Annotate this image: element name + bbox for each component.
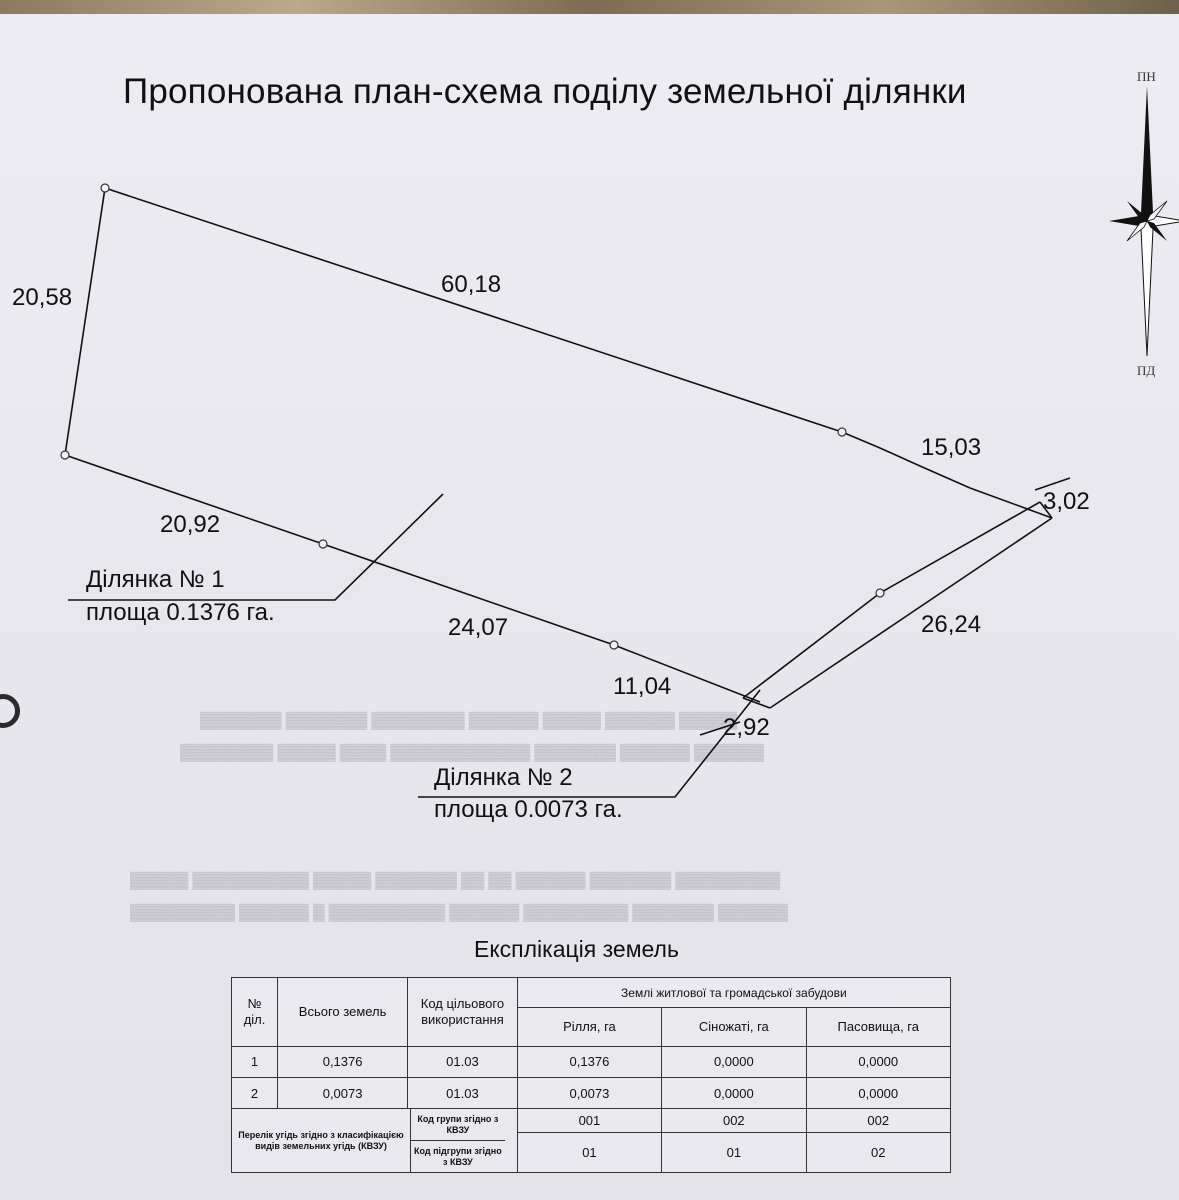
cell-code: 01.03 bbox=[408, 1078, 518, 1109]
footer-group-label: Код групи згідно з КВЗУ bbox=[411, 1109, 505, 1141]
vertex-marker bbox=[610, 641, 618, 649]
cell-num: 1 bbox=[232, 1046, 278, 1077]
cell-arable: 0,0073 bbox=[517, 1078, 661, 1109]
explication-table bbox=[231, 977, 951, 1173]
footer-list-text: Перелік угідь згідно з класифікацією видів земельних угідь (КВЗУ) bbox=[232, 1109, 411, 1172]
segment-label: 24,07 bbox=[448, 614, 509, 641]
segment-label: 3,02 bbox=[1043, 488, 1090, 515]
compass-south-label: ПД bbox=[1137, 363, 1156, 378]
subgroup-code: 02 bbox=[806, 1132, 950, 1172]
table-row bbox=[232, 1109, 951, 1132]
cell-code: 01.03 bbox=[408, 1046, 518, 1077]
footer-list-label bbox=[232, 1109, 518, 1173]
vertex-marker bbox=[876, 589, 884, 597]
bleed-through-text: ▓▓▓▓▓▓▓ ▓▓▓▓▓▓▓ ▓▓▓▓▓▓▓▓ ▓▓▓▓▓▓ ▓▓▓▓▓ ▓▓▓▓▓▓ ▓▓▓▓▓ bbox=[200, 712, 738, 729]
segment-label: 11,04 bbox=[613, 673, 672, 700]
cell-total: 0,0073 bbox=[278, 1078, 408, 1109]
boundary-west bbox=[65, 188, 105, 455]
header-hay: Сіножаті, га bbox=[662, 1008, 806, 1046]
cell-arable: 0,1376 bbox=[517, 1046, 661, 1077]
header-code: Код цільового використання bbox=[408, 978, 518, 1047]
compass-rose-icon bbox=[1109, 86, 1179, 356]
segment-label: 26,24 bbox=[921, 611, 982, 638]
footer-label-stack bbox=[411, 1109, 505, 1172]
header-arable: Рілля, га bbox=[517, 1008, 661, 1046]
vertex-marker bbox=[61, 451, 69, 459]
group-code: 001 bbox=[517, 1109, 661, 1132]
header-pasture: Пасовища, га bbox=[806, 1008, 950, 1046]
cell-hay: 0,0000 bbox=[662, 1078, 806, 1109]
segment-label: 20,58 bbox=[12, 284, 73, 311]
cell-num: 2 bbox=[232, 1078, 278, 1109]
parcel2-area: площа 0.0073 га. bbox=[434, 796, 623, 823]
header-group: Землі житлової та громадської забудови bbox=[517, 978, 950, 1008]
cell-pasture: 0,0000 bbox=[806, 1046, 950, 1077]
boundary-north bbox=[105, 188, 842, 432]
compass-north-label: ПН bbox=[1137, 69, 1156, 84]
parcel2-name: Ділянка № 2 bbox=[434, 764, 573, 791]
group-code: 002 bbox=[662, 1109, 806, 1132]
segment-label: 60,18 bbox=[441, 271, 502, 298]
group-code: 002 bbox=[806, 1109, 950, 1132]
cell-pasture: 0,0000 bbox=[806, 1078, 950, 1109]
page-title: Пропонована план-схема поділу земельної ділянки bbox=[123, 72, 967, 111]
segment-label: 15,03 bbox=[921, 434, 982, 461]
bleed-through-text: ▓▓▓▓▓ ▓▓▓▓▓▓▓▓▓▓ ▓▓▓▓▓ ▓▓▓▓▓▓▓ ▓▓ ▓▓ ▓▓▓▓▓▓ ▓▓▓▓▓▓▓ ▓▓▓▓▓▓▓▓▓ bbox=[130, 872, 781, 889]
bleed-through-text: ▓▓▓▓▓▓▓▓▓ ▓▓▓▓▓▓ ▓ ▓▓▓▓▓▓▓▓▓▓ ▓▓▓▓▓▓ ▓▓▓▓▓▓▓▓▓ ▓▓▓▓▓▓▓ ▓▓▓▓▓▓ bbox=[130, 904, 788, 921]
parcel1-name: Ділянка № 1 bbox=[86, 566, 225, 593]
bleed-through-text: ▓▓▓▓▓▓▓▓ ▓▓▓▓▓ ▓▓▓▓ ▓▓▓▓▓▓▓▓▓▓▓▓ ▓▓▓▓▓▓▓ ▓▓▓▓▓▓ ▓▓▓▓▓▓ bbox=[180, 744, 764, 761]
cell-hay: 0,0000 bbox=[662, 1046, 806, 1077]
parcel1-area: площа 0.1376 га. bbox=[86, 599, 275, 626]
cell-total: 0,1376 bbox=[278, 1046, 408, 1077]
header-total: Всього земель bbox=[278, 978, 408, 1047]
segment-label: 20,92 bbox=[160, 511, 221, 538]
vertex-marker bbox=[838, 428, 846, 436]
subgroup-code: 01 bbox=[517, 1132, 661, 1172]
explication-title: Експлікація земель bbox=[474, 936, 679, 962]
division-line bbox=[743, 502, 1040, 698]
boundary-southeast bbox=[770, 518, 1052, 708]
subgroup-code: 01 bbox=[662, 1132, 806, 1172]
vertex-marker bbox=[101, 184, 109, 192]
table-row bbox=[232, 1046, 951, 1077]
table-row bbox=[232, 1078, 951, 1109]
segment-label: 2,92 bbox=[723, 714, 770, 741]
footer-subgroup-label: Код підгрупи згідно з КВЗУ bbox=[414, 1145, 502, 1167]
header-num: № діл. bbox=[232, 978, 278, 1047]
vertex-marker bbox=[319, 540, 327, 548]
